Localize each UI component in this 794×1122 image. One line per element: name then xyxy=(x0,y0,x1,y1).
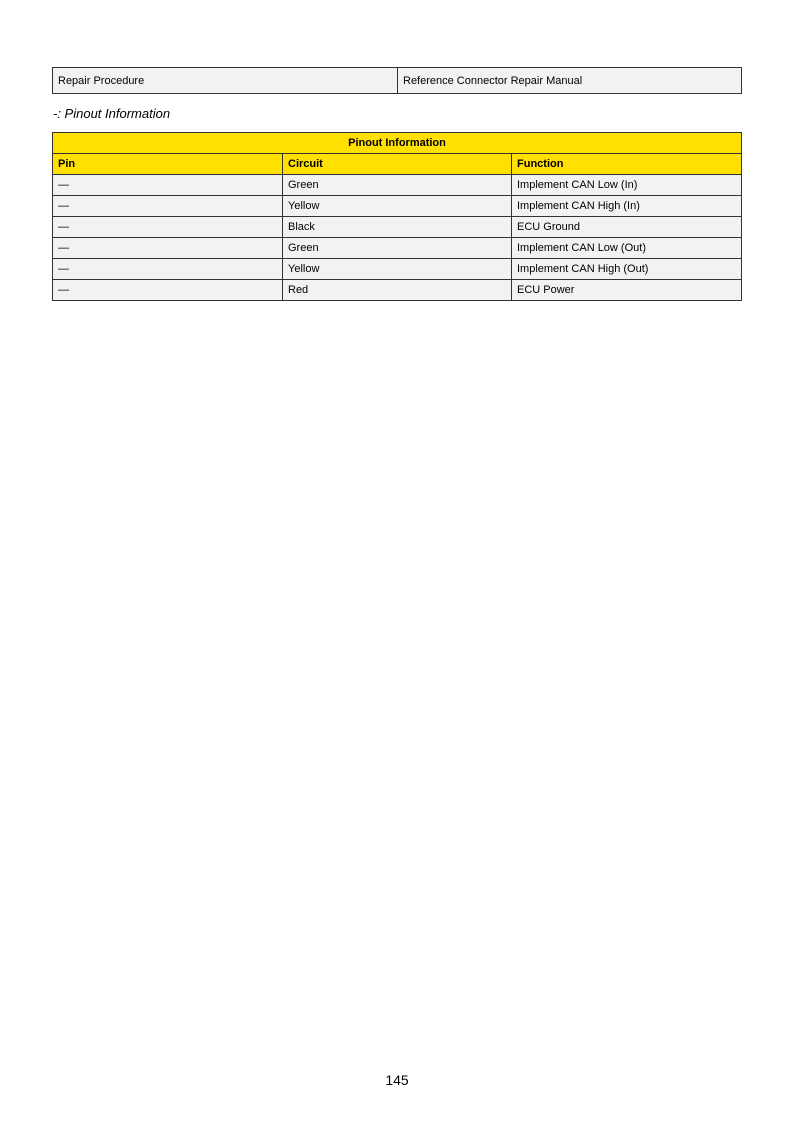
table-row xyxy=(53,238,742,259)
pin-cell: — xyxy=(53,280,283,301)
table-row xyxy=(53,196,742,217)
table-row xyxy=(53,175,742,196)
pinout-title-row xyxy=(53,133,742,154)
section-heading: -: Pinout Information xyxy=(53,106,171,121)
circuit-cell: Green xyxy=(283,238,512,259)
circuit-cell: Red xyxy=(283,280,512,301)
function-cell: ECU Ground xyxy=(512,217,742,238)
column-header-circuit: Circuit xyxy=(283,154,512,175)
table-row xyxy=(53,259,742,280)
pin-cell: — xyxy=(53,238,283,259)
page-number: 145 xyxy=(385,1072,409,1088)
pin-cell: — xyxy=(53,259,283,280)
pin-cell: — xyxy=(53,175,283,196)
pin-cell: — xyxy=(53,217,283,238)
column-header-function: Function xyxy=(512,154,742,175)
function-cell: Implement CAN High (In) xyxy=(512,196,742,217)
circuit-cell: Yellow xyxy=(283,196,512,217)
function-cell: Implement CAN Low (Out) xyxy=(512,238,742,259)
function-cell: Implement CAN Low (In) xyxy=(512,175,742,196)
circuit-cell: Green xyxy=(283,175,512,196)
reference-table xyxy=(52,67,742,94)
circuit-cell: Black xyxy=(283,217,512,238)
table-row xyxy=(53,280,742,301)
function-cell: ECU Power xyxy=(512,280,742,301)
circuit-cell: Yellow xyxy=(283,259,512,280)
column-header-pin: Pin xyxy=(53,154,283,175)
function-cell: Implement CAN High (Out) xyxy=(512,259,742,280)
repair-procedure-cell: Repair Procedure xyxy=(53,68,398,94)
table-row xyxy=(53,217,742,238)
pinout-table xyxy=(52,132,742,301)
reference-row xyxy=(53,68,742,94)
pin-cell: — xyxy=(53,196,283,217)
pinout-header-row xyxy=(53,154,742,175)
pinout-table-title: Pinout Information xyxy=(53,133,742,154)
reference-manual-cell: Reference Connector Repair Manual xyxy=(398,68,742,94)
